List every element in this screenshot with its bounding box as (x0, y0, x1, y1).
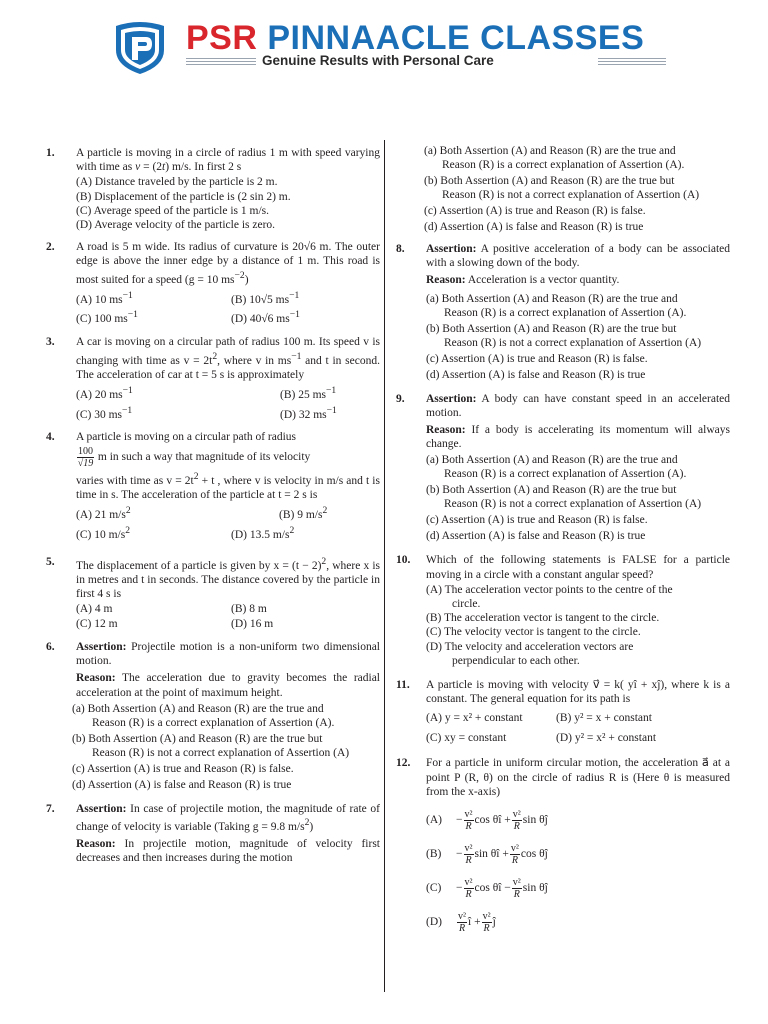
decorative-stripes-left (186, 58, 256, 66)
stem-text: A road is 5 m wide. Its radius of curvature is 20√6 m. The outer edge is above the inner edge by a distance of 1 m. This road is most suited for a speed (g = 10 ms (76, 241, 380, 286)
question-number: 4. (46, 431, 55, 444)
option-c: (c) Assertion (A) is true and Reason (R) is false. (72, 762, 294, 775)
page-header (0, 0, 768, 80)
question-3 (46, 335, 380, 422)
reason: Reason: In projectile motion, magnitude of velocity first decreases and then increases during the motion (76, 837, 380, 865)
psr-shield-logo-icon (110, 20, 170, 76)
option-d-cont: perpendicular to each other. (452, 654, 580, 667)
option-c: (C) 100 $ms^{-1}$ (76, 309, 138, 326)
option-d: (D) The velocity and acceleration vectors are (426, 640, 634, 653)
option-b: (B) y² = x + constant (556, 712, 652, 725)
radius-fraction: $\frac{100}{√19}$ (77, 445, 94, 469)
option-b: (B) − $\frac{\text{v²}}{R}$ sin θî + $\frac{\text{v²}}{R}$ cos θĵ (426, 842, 548, 866)
right-column (396, 142, 730, 947)
option-d: (D) 16 m (231, 617, 274, 630)
option-b: (B) 8 m (231, 602, 267, 615)
option-b: (b) Both Assertion (A) and Reason (R) are the true but Reason (R) is not a correct explanation of Assertion (A) (72, 732, 350, 759)
question-number: 9. (396, 392, 405, 405)
reason: Reason: Acceleration is a vector quantity. (426, 274, 620, 287)
option-c: (C) 10 $m/s^2$ (76, 524, 130, 541)
ar-options (426, 292, 730, 382)
question-number: 12. (396, 757, 411, 770)
option-c: (C) Average speed of the particle is 1 m/s. (76, 204, 269, 217)
decorative-stripes-right (598, 58, 666, 66)
stem-line: A particle is moving on a circular path of radius (76, 431, 297, 444)
stem-text: A particle is moving in a circle of radius 1 m with speed varying with time as (76, 147, 380, 174)
option-b: (B) 25 $ms^{-1}$ (280, 384, 337, 401)
option-a: (A) y = x² + constant (426, 712, 523, 725)
option-b: (B) Displacement of the particle is (2 sin 2) m. (76, 190, 291, 203)
stem-text: ) (244, 273, 249, 286)
question-1 (46, 146, 380, 232)
ar-options (72, 702, 380, 792)
option-a: (A) 20 $ms^{-1}$ (76, 384, 133, 401)
option-d: (d) Assertion (A) is false and Reason (R) is true (426, 368, 646, 381)
option-c: (C) The velocity vector is tangent to the circle. (426, 626, 641, 639)
left-column (46, 146, 380, 873)
option-d: (D) 13.5 $m/s^2$ (231, 524, 295, 541)
question-6 (46, 640, 380, 792)
option-d: (D) y² = x² + constant (556, 732, 657, 745)
option-c: (c) Assertion (A) is true and Reason (R) is false. (426, 352, 648, 365)
question-12 (396, 756, 730, 939)
tagline: Genuine Results with Personal Care (262, 53, 494, 68)
question-stem: For a particle in uniform circular motion, the acceleration a⃗ at a point P (R, θ) on the circle of radius R is (Here θ is measured from the x-axis) (426, 757, 730, 798)
option-a: (A) 21 $m/s^2$ (76, 504, 131, 521)
option-a: (A) Distance traveled by the particle is 2 m. (76, 176, 278, 189)
option-d: (d) Assertion (A) is false and Reason (R) is true (72, 778, 292, 791)
option-b: (b) Both Assertion (A) and Reason (R) are the true but Reason (R) is not a correct explanation of Assertion (A) (426, 322, 702, 349)
reason: Reason: The acceleration due to gravity becomes the radial acceleration at the point of maximum height. (76, 672, 380, 699)
option-d: (D) 40√6 $ms^{-1}$ (231, 309, 300, 326)
question-9 (396, 392, 730, 544)
option-a: (a) Both Assertion (A) and Reason (R) are the true and Reason (R) is a correct explanation of Assertion (A). (426, 454, 687, 481)
assertion: Assertion: A positive acceleration of a body can be associated with a slowing down of the body. (426, 243, 730, 270)
question-stem: A particle is moving on a circular path of radius $\frac{100}{√19}$ m in such a way that magnitude of its velocity varies with time as $v = 2t^2 + t$ , where v is velocity in m/s and t is time in s. The acceleration of the particle at t = 2 s is (76, 431, 380, 501)
question-7-options (396, 144, 730, 234)
option-b: (B) 10√5 $ms^{-1}$ (231, 289, 300, 306)
question-10 (396, 553, 730, 668)
question-number: 11. (396, 679, 410, 692)
option-c: (c) Assertion (A) is true and Reason (R) is false. (426, 514, 648, 527)
option-c: (C) − $\frac{\text{v²}}{R}$ cos θî − $\frac{\text{v²}}{R}$ sin θĵ (426, 876, 548, 900)
stem-text: v (135, 161, 141, 174)
option-c: (C) xy = constant (426, 732, 507, 745)
option-d: (D) Average velocity of the particle is zero. (76, 219, 276, 232)
question-number: 10. (396, 554, 411, 567)
question-stem (76, 146, 380, 174)
column-divider (384, 140, 385, 992)
question-stem: A particle is moving with velocity v⃗ = k( yî + xĵ), where k is a constant. The general equation for its path is (426, 679, 730, 706)
question-stem (76, 240, 380, 286)
option-a: (a) Both Assertion (A) and Reason (R) are the true and Reason (R) is a correct explanation of Assertion (A). (72, 702, 335, 729)
option-d: (D) 32 $ms^{-1}$ (280, 404, 337, 421)
question-7 (46, 802, 380, 866)
option-c: (C) 30 $ms^{-1}$ (76, 404, 133, 421)
brand-psr: PSR (186, 19, 258, 57)
assertion: Assertion: Projectile motion is a non-uniform two dimensional motion. (76, 640, 380, 668)
question-11 (396, 678, 730, 748)
q12-options (426, 803, 730, 939)
brand-name (186, 18, 644, 58)
option-a: (A) 10 $ms^{-1}$ (76, 289, 133, 306)
question-stem: A car is moving on a circular path of radius 100 m. Its speed v is changing with time as $v = 2t^2$, where v in $ms^{-1}$ and t in second. The acceleration of car at t = 5 s is approximately (76, 336, 380, 381)
ar-options (426, 453, 730, 543)
option-a: (A) − $\frac{\text{v²}}{R}$ cos θî + $\frac{\text{v²}}{R}$ sin θĵ (426, 808, 548, 832)
question-5 (46, 555, 380, 632)
option-a: (A) 4 m (76, 602, 113, 615)
question-number: 5. (46, 555, 55, 568)
brand-pinnaacle: PINNAACLE CLASSES (267, 19, 645, 57)
stem-text: t (162, 161, 166, 174)
stem-sup: −2 (234, 269, 245, 281)
assertion: Assertion: A body can have constant speed in an accelerated motion. (426, 392, 730, 419)
option-b: (b) Both Assertion (A) and Reason (R) are the true but Reason (R) is not a correct explanation of Assertion (A) (424, 175, 700, 201)
option-b: (B) 9 $m/s^2$ (279, 504, 328, 521)
option-b: (B) The acceleration vector is tangent to the circle. (426, 612, 660, 625)
question-stem: Which of the following statements is FALSE for a particle moving in a circle with a constant angular speed? (426, 554, 730, 581)
option-d: (d) Assertion (A) is false and Reason (R) is true (424, 221, 644, 233)
question-number: 6. (46, 640, 55, 653)
option-a: (a) Both Assertion (A) and Reason (R) are the true and Reason (R) is a correct explanation of Assertion (A). (424, 145, 685, 171)
option-a: (A) The acceleration vector points to the centre of the (426, 583, 673, 596)
question-number: 7. (46, 802, 55, 815)
option-a: (a) Both Assertion (A) and Reason (R) are the true and Reason (R) is a correct explanation of Assertion (A). (426, 292, 687, 319)
assertion: Assertion: In case of projectile motion, the magnitude of rate of change of velocity is variable (Taking g = 9.8 $m/s^2$) (76, 802, 380, 833)
question-4 (46, 430, 380, 542)
option-d: (d) Assertion (A) is false and Reason (R) is true (426, 530, 646, 543)
option-b: (b) Both Assertion (A) and Reason (R) are the true but Reason (R) is not a correct explanation of Assertion (A) (426, 484, 702, 511)
stem-line: m in such a way that magnitude of its velocity (95, 450, 311, 463)
reason: Reason: If a body is accelerating its momentum will always change. (426, 424, 730, 451)
question-number: 8. (396, 243, 405, 255)
question-number: 1. (46, 147, 55, 159)
option-d: (D) $\frac{\text{v²}}{R}$ î + $\frac{\text{v²}}{R}$ ĵ (426, 910, 496, 934)
question-stem: The displacement of a particle is given by $x = (t - 2)^2$, where x is in metres and t in seconds. The distance covered by the particle in first 4 s is (76, 555, 381, 600)
stem-text: ) m/s. In first 2 s (165, 161, 242, 174)
question-number: 3. (46, 336, 55, 349)
option-a-cont: circle. (452, 598, 481, 611)
question-8 (396, 242, 730, 382)
option-c: (C) 12 m (76, 617, 118, 630)
question-number: 2. (46, 241, 55, 254)
question-2 (46, 240, 380, 327)
option-c: (c) Assertion (A) is true and Reason (R) is false. (424, 205, 646, 217)
stem-text: = (2 (140, 161, 163, 174)
